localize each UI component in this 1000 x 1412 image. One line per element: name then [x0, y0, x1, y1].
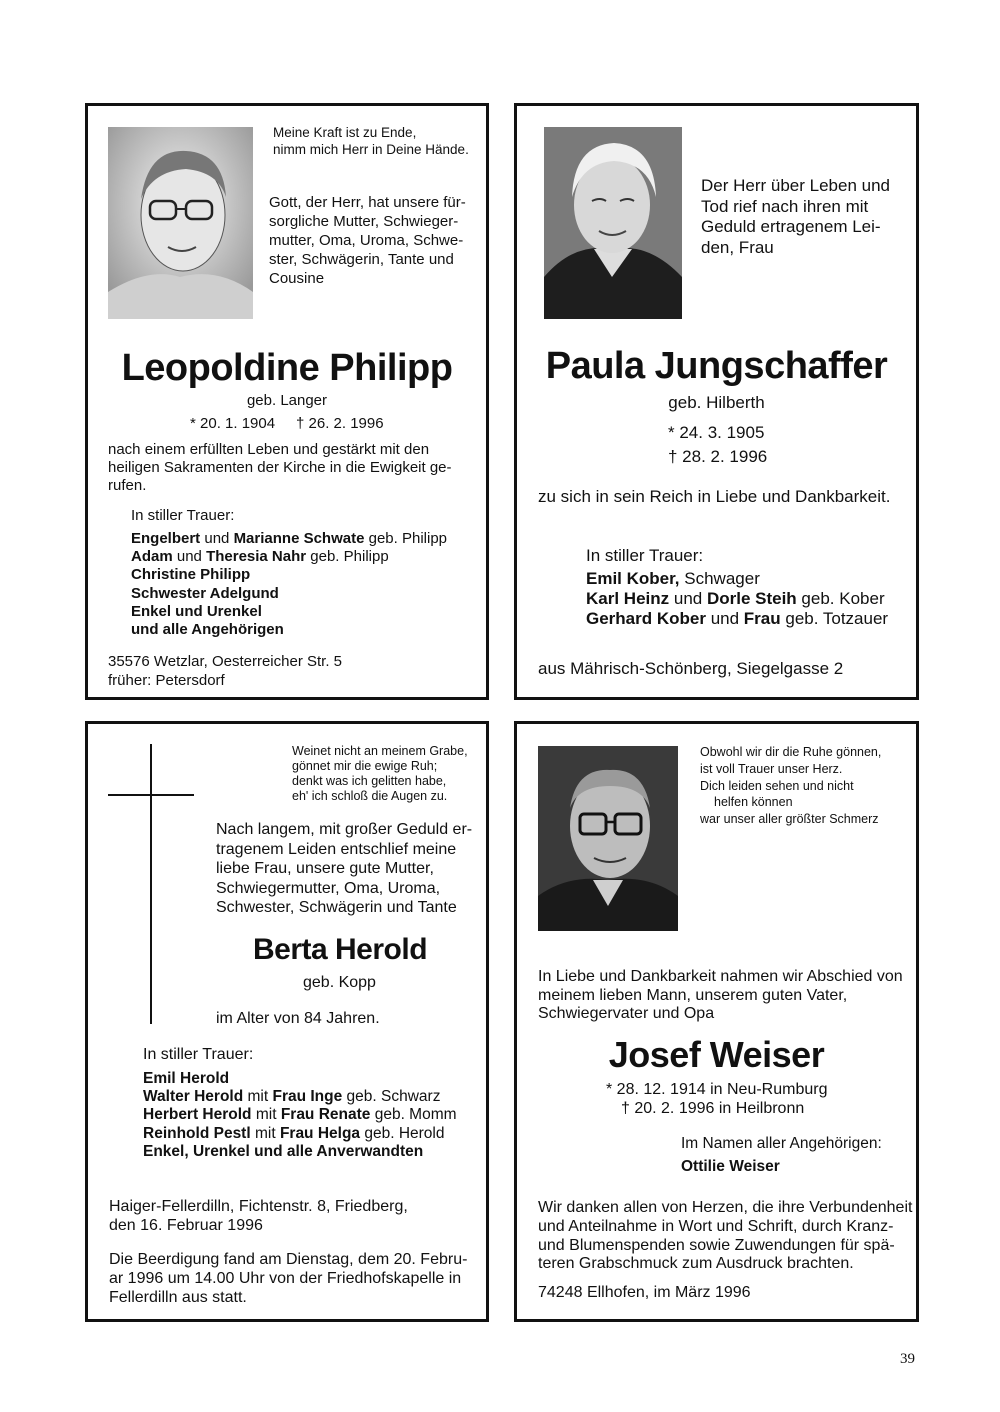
body-text: zu sich in sein Reich in Liebe und Dankbarkeit. [538, 487, 891, 506]
mourners-list: Emil Herold Walter Herold mit Frau Inge geb. Schwarz Herbert Herold mit Frau Renate geb. Momm Reinhold Pestl mit Frau Helga geb. Herold Enkel, Urenkel und alle Anverwandten [143, 1070, 457, 1160]
mourning-label: In stiller Trauer: [143, 1046, 254, 1063]
deceased-name: Josef Weiser [608, 1034, 825, 1075]
cross-bar [108, 794, 194, 796]
death-date: † 28. 2. 1996 [668, 447, 768, 466]
intro-text: Der Herr über Leben und Tod rief nach ihren mit Geduld ertragenem Lei- den, Frau [701, 176, 891, 257]
place-date: 74248 Ellhofen, im März 1996 [538, 1284, 751, 1301]
verse-text: Obwohl wir dir die Ruhe gönnen, ist voll Trauer unser Herz. Dich leiden sehen und nicht helfen können war unser aller größter Schmerz [700, 745, 882, 827]
mourning-label: In stiller Trauer: [586, 546, 704, 565]
funeral-text: Die Beerdigung fand am Dienstag, dem 20. Febru- ar 1996 um 14.00 Uhr von der Friedhofskapelle in Fellerdilln aus statt. [109, 1251, 468, 1306]
portrait-photo-leopoldine [108, 127, 253, 319]
signer-name: Ottilie Weiser [681, 1158, 780, 1175]
birth-name: geb. Kopp [303, 974, 376, 991]
deceased-name: Leopoldine Philipp [121, 347, 453, 389]
address: aus Mährisch-Schönberg, Siegelgasse 2 [538, 659, 844, 678]
address: 35576 Wetzlar, Oesterreicher Str. 5 früher: Petersdorf [108, 653, 343, 689]
birth-name: geb. Langer [246, 392, 328, 409]
mourners-list: Engelbert und Marianne Schwate geb. Philipp Adam und Theresia Nahr geb. Philipp Christine Philipp Schwester Adelgund Enkel und Urenkel und alle Angehörigen [131, 530, 448, 639]
portrait-photo-paula [544, 127, 682, 319]
portrait-photo-josef [538, 746, 678, 931]
page-number: 39 [900, 1351, 915, 1367]
birth-date: * 20. 1. 1904 [190, 415, 276, 432]
age-text: im Alter von 84 Jahren. [216, 1010, 380, 1027]
body-text: nach einem erfüllten Leben und gestärkt mit den heiligen Sakramenten der Kirche in die Ewigkeit ge- rufen. [108, 441, 452, 494]
birth-name: geb. Hilberth [668, 393, 765, 412]
mourning-label: In stiller Trauer: [131, 507, 235, 524]
death-date: † 20. 2. 1996 in Heilbronn [621, 1100, 805, 1117]
deceased-name: Berta Herold [252, 933, 428, 966]
mourners-list: Emil Kober, Schwager Karl Heinz und Dorle Steih geb. Kober Gerhard Kober und Frau geb. Totzauer [586, 569, 889, 628]
verse-text: Meine Kraft ist zu Ende, nimm mich Herr in Deine Hände. [273, 125, 469, 157]
intro-text: Gott, der Herr, hat unsere für- sorgliche Mutter, Schwieger- mutter, Oma, Uroma, Schwe- ster, Schwägerin, Tante und Cousine [269, 194, 466, 287]
birth-date: * 24. 3. 1905 [668, 423, 765, 442]
thanks-text: Wir danken allen von Herzen, die ihre Verbundenheit und Anteilnahme in Wort und Schrift, durch Kranz- und Blumenspenden sowie Zuwendungen für spä- teren Grabschmuck zum Ausdruck brachten. [538, 1199, 913, 1273]
verse-text: Weinet nicht an meinem Grabe, gönnet mir die ewige Ruh; denkt was ich gelitten habe, eh' ich schloß die Augen zu. [292, 744, 468, 803]
address: Haiger-Fellerdilln, Fichtenstr. 8, Friedberg, den 16. Februar 1996 [109, 1198, 408, 1234]
deceased-name: Paula Jungschaffer [545, 345, 888, 387]
birth-date: * 28. 12. 1914 in Neu-Rumburg [606, 1081, 828, 1098]
intro-text: Nach langem, mit großer Geduld er- tragenem Leiden entschlief meine liebe Frau, unsere gute Mutter, Schwiegermutter, Oma, Uroma, Schwester, Schwägerin und Tante [216, 821, 473, 916]
family-label: Im Namen aller Angehörigen: [681, 1135, 882, 1152]
death-date: † 26. 2. 1996 [296, 415, 384, 432]
cross-symbol [150, 744, 152, 1024]
intro-text: In Liebe und Dankbarkeit nahmen wir Abschied von meinem lieben Mann, unserem guten Vater, Schwiegervater und Opa [538, 968, 903, 1022]
